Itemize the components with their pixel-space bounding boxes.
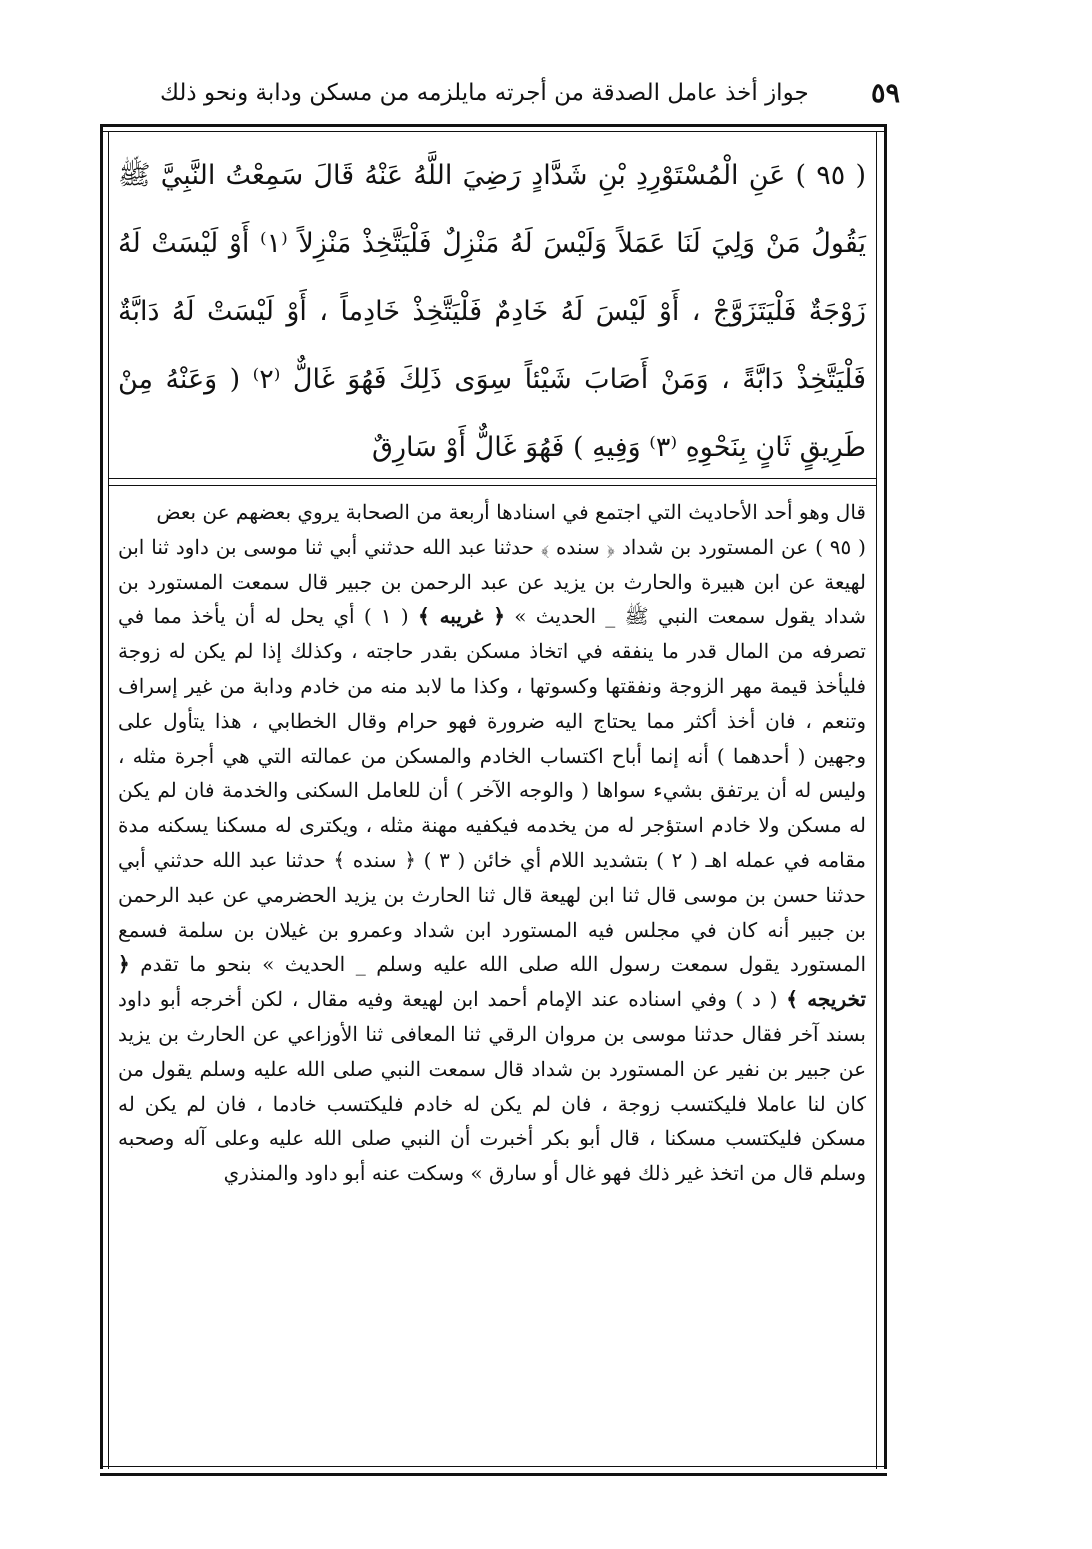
page-header — [160, 70, 900, 116]
frame-left-rule-inner — [108, 131, 109, 1469]
commentary-paragraph — [118, 530, 866, 1191]
frame-bottom-rule-inner — [100, 1466, 887, 1467]
frame-left-rule — [100, 124, 103, 1469]
commentary-gharib: ( ١ ) أي يحل له أن يأخذ مما في تصرفه من المال قدر ما ينفقه في اتخاذ مسكن بقدر حاجته ، وكذلك إذا لم يكن له زوجة فليأخذ قيمة مهر الزوجة ونفقتها وكسوتها ، وكذا ما لابد منه من خادم ودابة من غير إسراف وتنعم ، فان أخذ أكثر مما يحتاج اليه ضرورة فهو حرام وقال الخطابي ، هذا يتأول على وجهين ( أحدهما ) أنه إنما أباح اكتساب الخادم والمسكن من عمالته التي هي أجرة مثله ، وليس له أن يرتفق بشيء سواها ( والوجه الآخر ) أن للعامل السكنى والخدمة فان لم يكن له مسكن ولا خادم استؤجر له من يخدمه فيكفيه مهنة مثله ، ويكترى له مسكنا يسكنه مدة مقامه في عمله اهـ ( ٢ ) بتشديد اللام أي خائن — [118, 604, 866, 872]
takhrij-heading: ﴿ تخريجه ﴾ — [118, 952, 867, 1012]
frame-right-rule — [884, 124, 887, 1469]
commentary-sanad: ( ٩٥ ) عن المستورد بن شداد ﴿ سنده ﴾ حدثنا عبد الله حدثني أبي ثنا موسى بن داود ثنا ابن لهيعة عن ابن هبيرة والحارث بن يزيد عن عبد الرحمن بن جبير قال سمعت المستورد بن شداد يقول سمعت النبي ﷺ _ الحديث » — [118, 534, 866, 629]
hadith-text: ( ٩٥ ) عَنِ الْمُسْتَوْرِدِ بْنِ شَدَّادٍ رَضِيَ اللَّهُ عَنْهُ قَالَ سَمِعْتُ النَّبِيَّ ﷺ يَقُولُ مَنْ وَلِيَ لَنَا عَمَلاً وَلَيْسَ لَهُ مَنْزِلٌ فَلْيَتَّخِذْ مَنْزِلاً ⁽١⁾ أَوْ لَيْسَتْ لَهُ زَوْجَةٌ فَلْيَتَزَوَّجْ ، أَوْ لَيْسَ لَهُ خَادِمٌ فَلْيَتَّخِذْ خَادِماً ، أَوْ لَيْسَتْ لَهُ دَابَّةٌ فَلْيَتَّخِذْ دَابَّةً ، وَمَنْ أَصَابَ شَيْئاً سِوَى ذَلِكَ فَهُوَ غَالٌّ ⁽٢⁾ ( وَعَنْهُ مِنْ طَرِيقٍ ثَانٍ بِنَحْوِهِ ⁽٣⁾ وَفِيهِ ) فَهُوَ غَالٌّ أَوْ سَارِقٌ — [118, 160, 866, 463]
frame-top-rule — [100, 124, 887, 127]
commentary-intro: قال وهو أحد الأحاديث التي اجتمع في اسنادها أربعة من الصحابة يروي بعضهم عن بعض — [156, 500, 866, 524]
commentary-sanad-2: ( ٣ ) ﴿ سنده ﴾ حدثنا عبد الله حدثني أبي حدثنا حسن بن موسى قال ثنا ابن لهيعة قال ثنا الحارث بن يزيد الحضرمي عن عبد الرحمن بن جبير أنه كان في مجلس فيه المستورد ابن شداد وعمرو بن غيلان بن سلمة فسمع المستورد يقول سمعت رسول الله صلى الله عليه وسلم _ الحديث » بنحو ما تقدم — [118, 847, 867, 977]
section-divider-inner — [108, 485, 877, 486]
gharib-heading: ﴿ غريبه ﴾ — [417, 604, 505, 629]
page-number: ٥٩ — [870, 77, 900, 109]
frame-right-rule-inner — [876, 131, 877, 1469]
hadith-text-block — [118, 142, 866, 482]
frame-top-rule-inner — [100, 131, 887, 132]
commentary-block — [118, 495, 866, 1191]
commentary-takhrij: ( د ) وفي اسناده عند الإمام أحمد ابن لهيعة وفيه مقال ، لكن أخرجه أبو داود بسند آخر فقال حدثنا موسى بن مروان الرقي ثنا المعافى ثنا الأوزاعي عن الحارث بن يزيد عن جبير بن نفير عن المستورد بن شداد قال سمعت النبي صلى الله عليه وسلم يقول من كان لنا عاملا فليكتسب زوجة ، فان لم يكن له خادم فليكتسب خادما ، فان لم يكن له مسكن فليكتسب مسكنا ، قال أبو بكر أخبرت أن النبي صلى الله عليه وعلى آله وصحبه وسلم قال من اتخذ غير ذلك فهو غال أو سارق » وسكت عنه أبو داود والمنذري — [118, 987, 867, 1186]
running-title: جواز أخذ عامل الصدقة من أجرته مايلزمه من مسكن ودابة ونحو ذلك — [160, 80, 809, 106]
frame-bottom-rule — [100, 1473, 887, 1476]
